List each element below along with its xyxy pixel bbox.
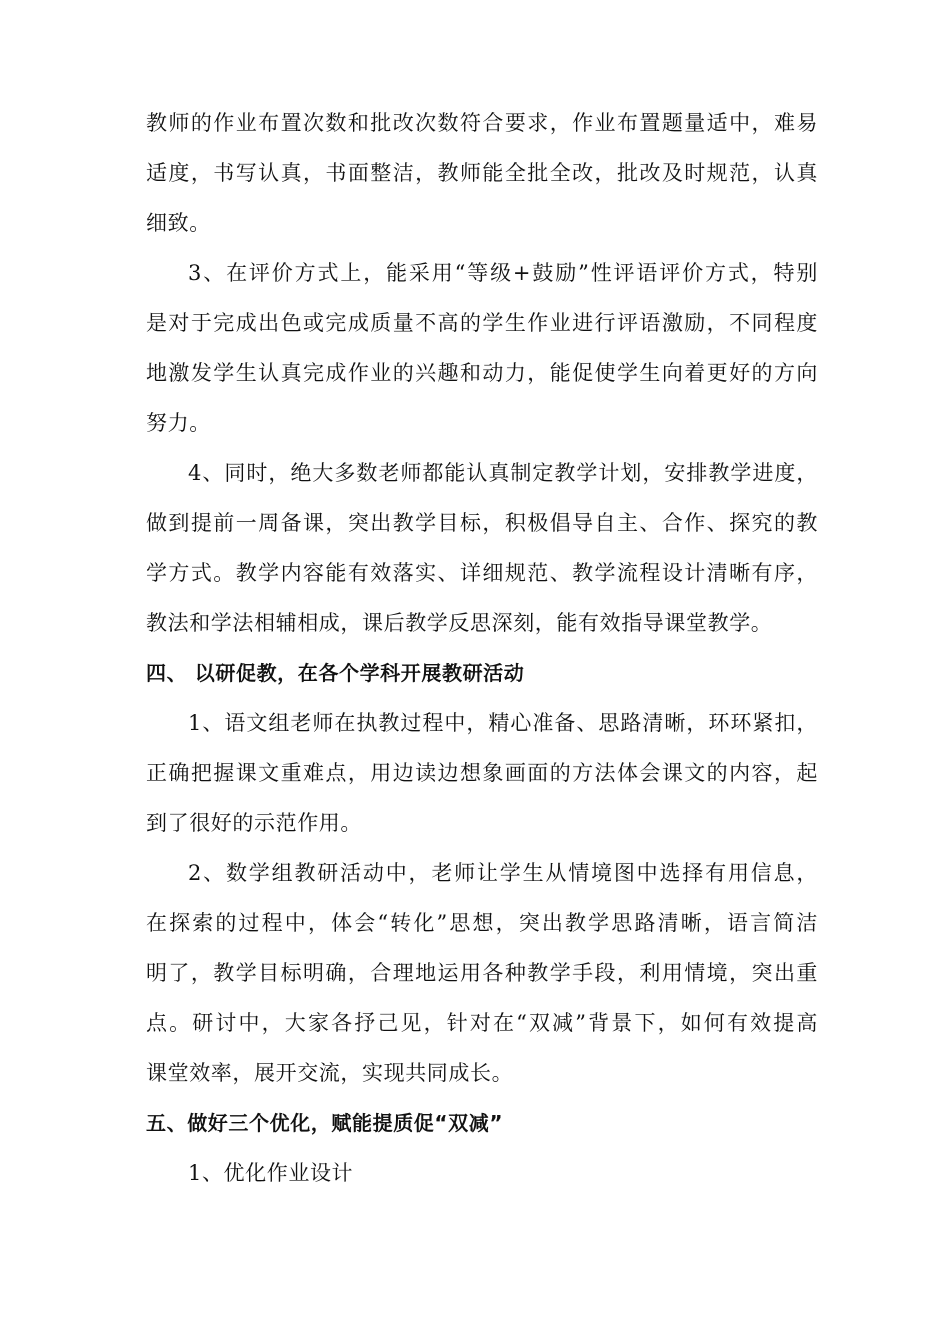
- paragraph-math-group: [146, 848, 818, 1098]
- paragraph-optimize-homework: [146, 1148, 818, 1198]
- paragraph-evaluation-method: [146, 248, 818, 448]
- text-line: 适度，书写认真，书面整洁，教师能全批全改，批改及时规范，认真: [146, 161, 818, 185]
- text-line: 正确把握课文重难点，用边读边想象画面的方法体会课文的内容，起: [146, 761, 818, 785]
- text-line: 教法和学法相辅相成，课后教学反思深刻，能有效指导课堂教学。: [146, 611, 773, 635]
- text-line: 4、同时，绝大多数老师都能认真制定教学计划，安排教学进度，: [188, 461, 818, 485]
- text-line: 明了，教学目标明确，合理地运用各种教学手段，利用情境，突出重: [146, 961, 818, 985]
- text-line: 做到提前一周备课，突出教学目标，积极倡导自主、合作、探究的教: [146, 511, 818, 535]
- text-line: 细致。: [146, 211, 211, 235]
- section-heading-4: 四、 以研促教，在各个学科开展教研活动: [146, 661, 525, 685]
- text-line: 2、数学组教研活动中，老师让学生从情境图中选择有用信息，: [188, 861, 818, 885]
- text-line: 到了很好的示范作用。: [146, 811, 362, 835]
- text-line: 努力。: [146, 411, 211, 435]
- text-line: 教师的作业布置次数和批改次数符合要求，作业布置题量适中，难易: [146, 111, 818, 135]
- text-line: 在探索的过程中，体会“转化”思想，突出教学思路清晰，语言简洁: [146, 911, 818, 935]
- text-line: 课堂效率，展开交流，实现共同成长。: [146, 1061, 514, 1085]
- paragraph-chinese-group: [146, 698, 818, 848]
- text-line: 点。研讨中，大家各抒己见，针对在“双减”背景下，如何有效提高: [146, 1011, 818, 1035]
- text-line: 1、语文组老师在执教过程中，精心准备、思路清晰，环环紧扣，: [188, 711, 818, 735]
- paragraph-teaching-plan: [146, 448, 818, 648]
- text-line: 学方式。教学内容能有效落实、详细规范、教学流程设计清晰有序，: [146, 561, 818, 585]
- text-line: 1、优化作业设计: [188, 1161, 354, 1185]
- text-line: 地激发学生认真完成作业的兴趣和动力，能促使学生向着更好的方向: [146, 361, 818, 385]
- text-line: 3、在评价方式上，能采用“等级+鼓励”性评语评价方式，特别: [188, 261, 818, 285]
- document-body: [146, 98, 818, 1198]
- paragraph-homework-check-continued: [146, 98, 818, 248]
- text-line: 是对于完成出色或完成质量不高的学生作业进行评语激励，不同程度: [146, 311, 818, 335]
- section-heading-5: 五、做好三个优化，赋能提质促“双减”: [146, 1111, 504, 1135]
